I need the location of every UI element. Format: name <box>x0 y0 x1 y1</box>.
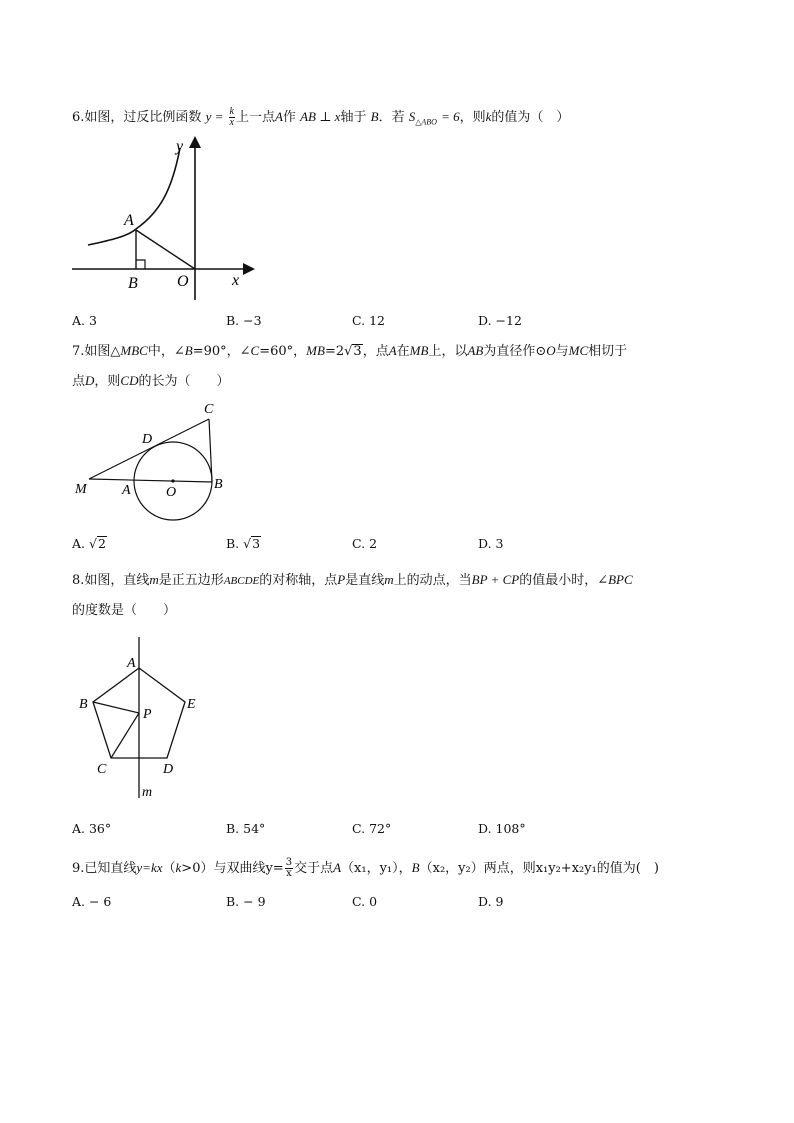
q9-stem: 9.已知直线y=kx（k>0）与双曲线y= $\frac{3}{x}$ 交于点A（x₁，y₁），B（x₂，y₂）两点，则x₁y₂+x₂y₁的值为( ) <box>72 857 659 879</box>
label-b: B <box>79 697 88 712</box>
segment-mc <box>89 419 209 479</box>
q6-option-d[interactable]: D. −12 <box>478 313 522 328</box>
segment-mb <box>89 479 212 482</box>
q6-stem: 6.如图，过反比例函数 y = $\frac{k}{x}$ 上一点A作 AB ⊥ x轴于 B．若 $S_{\triangle ABO} = 6$，则k的值为（ ） <box>72 106 570 128</box>
segment-cp <box>111 713 139 758</box>
q8-option-c[interactable]: C. 72° <box>352 821 392 836</box>
label-e: E <box>187 697 196 712</box>
label-o: O <box>177 273 189 290</box>
label-a: A <box>122 483 131 498</box>
q9-option-d[interactable]: D. 9 <box>478 894 504 909</box>
label-a: A <box>127 656 136 671</box>
label-c: C <box>97 762 107 777</box>
label-d: D <box>163 762 174 777</box>
q8-option-d[interactable]: D. 108° <box>478 821 526 836</box>
hyperbola-curve <box>88 148 180 245</box>
right-angle-mark <box>136 260 145 269</box>
q9-option-a[interactable]: A. − 6 <box>72 894 112 909</box>
label-m: m <box>142 785 153 800</box>
q6-option-c[interactable]: C. 12 <box>352 313 385 328</box>
q6-fraction: $\frac{k}{x}$ <box>229 106 234 128</box>
label-b: B <box>214 477 223 492</box>
label-a: A <box>124 212 134 229</box>
q8-stem-line1: 8.如图，直线m是正五边形ABCDE的对称轴，点P是直线m上的动点，当BP + CP的值最小时，∠BPC <box>72 572 633 588</box>
q9-option-c[interactable]: C. 0 <box>352 894 378 909</box>
q7-option-b[interactable]: B. √3 <box>226 536 261 551</box>
label-m: M <box>75 482 87 497</box>
q8-option-a[interactable]: A. 36° <box>72 821 112 836</box>
label-x: x <box>232 272 240 289</box>
q7-stem-line2: 点D，则CD的长为（ ） <box>72 373 230 389</box>
segment-bp <box>93 702 139 713</box>
label-d: D <box>142 432 153 447</box>
q8-figure <box>70 635 210 805</box>
q8-stem-line2: 的度数是（ ） <box>72 603 177 618</box>
label-b: B <box>128 275 138 292</box>
q7-figure <box>70 400 240 525</box>
center-point <box>171 479 174 482</box>
q6-option-b[interactable]: B. −3 <box>226 313 262 328</box>
q7-stem-line1: 7.如图△MBC中，∠B=90°，∠C=60°，MB=2√3，点A在MB上，以AB为直径作⊙O与MC相切于 <box>72 343 628 359</box>
q9-option-b[interactable]: B. − 9 <box>226 894 266 909</box>
label-o: O <box>166 485 177 500</box>
y-axis-arrow <box>189 136 201 148</box>
x-axis-arrow <box>243 263 255 275</box>
q6-option-a[interactable]: A. 3 <box>72 313 97 328</box>
q7-option-d[interactable]: D. 3 <box>478 536 504 551</box>
q7-option-c[interactable]: C. 2 <box>352 536 378 551</box>
label-p: P <box>143 707 152 722</box>
label-c: C <box>204 402 214 417</box>
q7-option-a[interactable]: A. √2 <box>72 536 106 551</box>
label-y: y <box>176 138 184 155</box>
q6-figure <box>60 130 260 300</box>
q8-option-b[interactable]: B. 54° <box>226 821 266 836</box>
q9-fraction: $\frac{3}{x}$ <box>285 857 293 879</box>
